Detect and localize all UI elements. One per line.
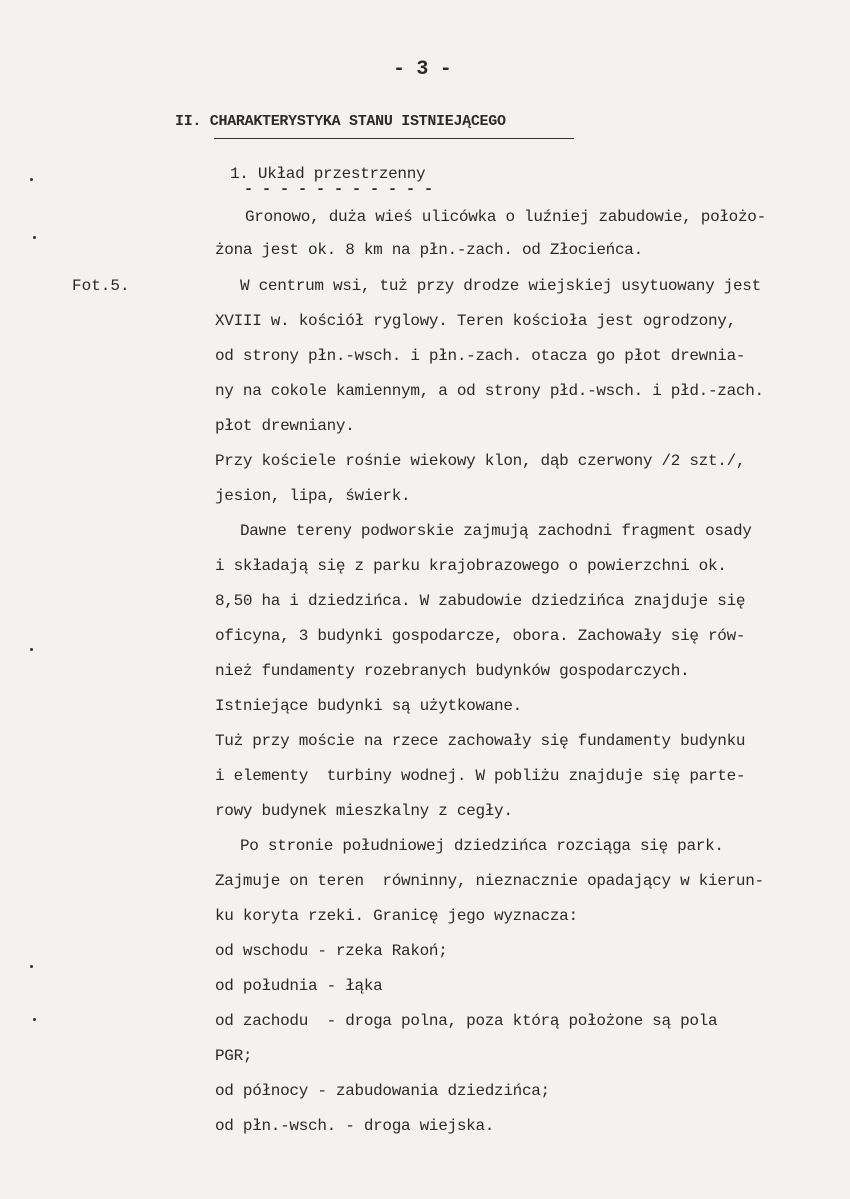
text-line: i elementy turbiny wodnej. W pobliżu znajduje się parte- (215, 767, 746, 785)
text-line: jesion, lipa, świerk. (215, 487, 411, 505)
margin-mark (33, 1018, 36, 1021)
page-number: - 3 - (393, 58, 452, 81)
margin-mark (30, 648, 33, 651)
text-line: i składają się z parku krajobrazowego o powierzchni ok. (215, 557, 727, 575)
text-line: od wschodu - rzeka Rakoń; (215, 942, 448, 960)
text-line: 8,50 ha i dziedzińca. W zabudowie dziedzińca znajduje się (215, 592, 746, 610)
text-line: Przy kościele rośnie wiekowy klon, dąb czerwony /2 szt./, (215, 452, 746, 470)
text-line: nież fundamenty rozebranych budynków gospodarczych. (215, 662, 690, 680)
text-line: W centrum wsi, tuż przy drodze wiejskiej usytuowany jest (240, 277, 761, 295)
text-line: od zachodu - droga polna, poza którą położone są pola (215, 1012, 718, 1030)
subheading: 1. Układ przestrzenny (230, 165, 426, 183)
text-line: Zajmuje on teren równinny, nieznacznie opadający w kierun- (215, 872, 764, 890)
text-line: od południa - łąka (215, 977, 383, 995)
text-line: PGR; (215, 1047, 253, 1065)
text-line: rowy budynek mieszkalny z cegły. (215, 802, 513, 820)
text-line: Po stronie południowej dziedzińca rozciąga się park. (240, 837, 724, 855)
text-line: od północy - zabudowania dziedzińca; (215, 1082, 550, 1100)
text-line: Istniejące budynki są użytkowane. (215, 697, 522, 715)
margin-note-photo: Fot.5. (72, 277, 130, 295)
text-line: ku koryta rzeki. Granicę jego wyznacza: (215, 907, 578, 925)
margin-mark (30, 965, 33, 968)
text-line: Dawne tereny podworskie zajmują zachodni fragment osady (240, 522, 752, 540)
text-line: XVIII w. kościół ryglowy. Teren kościoła jest ogrodzony, (215, 312, 736, 330)
margin-mark (33, 236, 36, 239)
text-line: płot drewniany. (215, 417, 355, 435)
text-line: od płn.-wsch. - droga wiejska. (215, 1117, 495, 1135)
text-line: Gronowo, duża wieś ulicówka o luźniej zabudowie, położo- (245, 208, 766, 226)
text-line: oficyna, 3 budynki gospodarcze, obora. Zachowały się rów- (215, 627, 746, 645)
heading-underline (214, 138, 574, 139)
text-line: od strony płn.-wsch. i płn.-zach. otacza go płot drewnia- (215, 347, 746, 365)
text-line: Tuż przy moście na rzece zachowały się fundamenty budynku (215, 732, 746, 750)
subheading-underline: - - - - - - - - - - - (244, 181, 434, 198)
text-line: żona jest ok. 8 km na płn.-zach. od Złocieńca. (215, 241, 643, 259)
text-line: ny na cokole kamiennym, a od strony płd.-wsch. i płd.-zach. (215, 382, 764, 400)
section-heading: II. CHARAKTERYSTYKA STANU ISTNIEJĄCEGO (175, 113, 506, 130)
margin-mark (30, 178, 33, 181)
